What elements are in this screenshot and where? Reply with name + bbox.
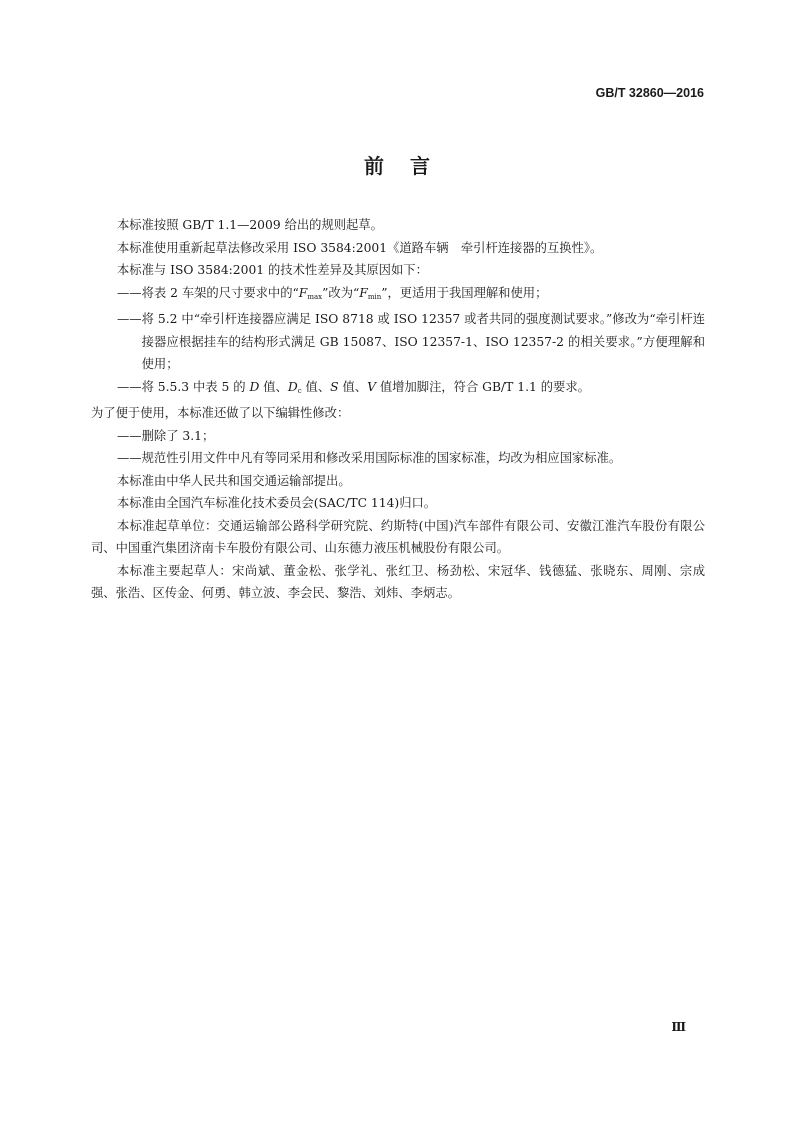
list-item-difference-3	[91, 376, 705, 403]
page-title: 前言	[364, 154, 456, 178]
list-item-difference-1	[91, 282, 705, 309]
list-item-text: 规范性引用文件中凡有等同采用和修改采用国际标准的国家标准，均改为相应国家标准。	[141, 451, 622, 465]
paragraph-differences-intro: 本标准与 ISO 3584:2001 的技术性差异及其原因如下：	[117, 263, 428, 277]
paragraph-drafting-units: 本标准起草单位：交通运输部公路科学研究院、约斯特(中国)汽车部件有限公司、安徽江淮汽车股份有限公司、中国重汽集团济南卡车股份有限公司、山东德力液压机械股份有限公司。	[91, 518, 705, 555]
paragraph-adoption: 本标准使用重新起草法修改采用 ISO 3584:2001《道路车辆 牵引杆连接器的互换性》。	[117, 240, 603, 255]
dash-mark: ——	[117, 379, 142, 394]
paragraph-committee: 本标准由全国汽车标准化技术委员会(SAC/TC 114)归口。	[117, 496, 437, 510]
list-item-editorial-1	[91, 425, 705, 448]
dash-mark: ——	[117, 428, 142, 443]
list-item-text: 将表 2 车架的尺寸要求中的“$F_{max}$”改为“$F_{min}$”，更适用于我国理解和使用；	[141, 285, 548, 301]
paragraph-editorial-intro: 为了便于使用，本标准还做了以下编辑性修改：	[91, 406, 350, 420]
page-number: Ⅲ	[671, 1020, 686, 1034]
list-item-text: 将 5.2 中“牵引杆连接器应满足 ISO 8718 或 ISO 12357 或者共同的强度测试要求。”修改为“牵引杆连接器应根据挂车的结构形式满足 GB 15087、ISO 12357-1、ISO 12357-2 的相关要求。”方便理解和使用；	[141, 312, 705, 371]
dash-mark: ——	[117, 285, 142, 300]
list-item-text: 删除了 3.1；	[141, 428, 215, 443]
list-item-text: 将 5.5.3 中表 5 的 D 值、$D_c$ 值、S 值、V 值增加脚注，符合 GB/T 1.1 的要求。	[141, 379, 590, 395]
paragraph-drafting-rules: 本标准按照 GB/T 1.1—2009 给出的规则起草。	[117, 218, 383, 232]
list-item-editorial-2	[91, 447, 705, 470]
dash-mark: ——	[117, 451, 142, 465]
standard-number: GB/T 32860—2016	[595, 86, 704, 100]
list-item-difference-2	[91, 308, 705, 376]
dash-mark: ——	[117, 312, 142, 326]
paragraph-proposer: 本标准由中华人民共和国交通运输部提出。	[117, 473, 351, 488]
paragraph-drafters: 本标准主要起草人：宋尚斌、董金松、张学礼、张红卫、杨劲松、宋冠华、钱德猛、张晓东、周刚、宗成强、张浩、区传金、何勇、韩立波、李会民、黎浩、刘炜、李炳志。	[91, 563, 705, 600]
document-body	[91, 214, 705, 605]
